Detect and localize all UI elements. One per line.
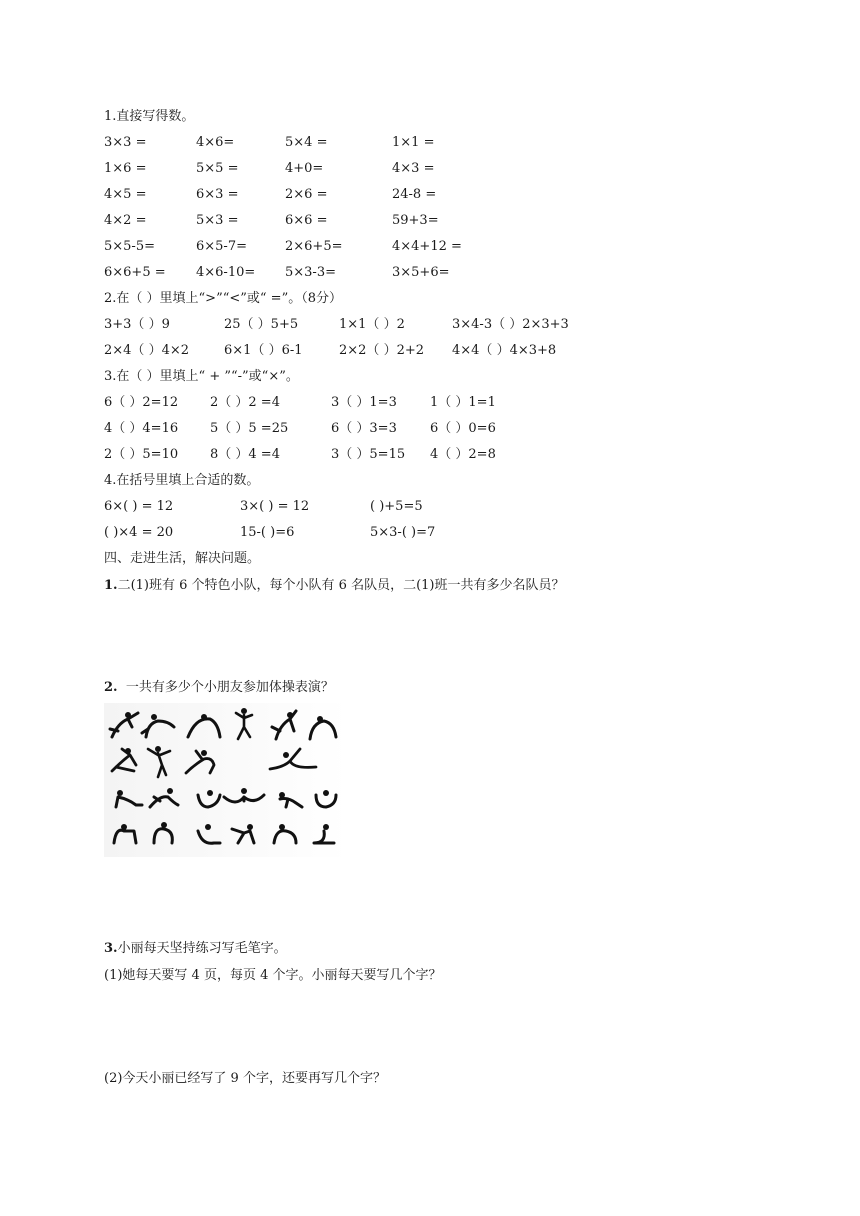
- fill-in-problem: ( )+5=5: [370, 499, 423, 514]
- fill-in-problem: 15-( )=6: [240, 525, 295, 540]
- fill-in-problem: 5×3-( )=7: [370, 525, 436, 540]
- operator-problem: 2（ ）5=10: [104, 447, 179, 462]
- operator-problem: 5（ ）5 =25: [210, 421, 289, 436]
- fill-in-problem: 6×( ) = 12: [104, 499, 174, 514]
- arithmetic-problem: 59+3=: [392, 213, 439, 228]
- operator-problem: 6（ ）3=3: [331, 421, 397, 436]
- arithmetic-problem: 1×6 =: [104, 161, 147, 176]
- comparison-problem: 3×4-3（ ）2×3+3: [452, 317, 569, 332]
- operator-problem: 2（ ）2 =4: [210, 395, 280, 410]
- section4-title: 4.在括号里填上合适的数。: [104, 473, 260, 488]
- operator-problem: 1（ ）1=1: [430, 395, 496, 410]
- question-text: 小丽每天坚持练习写毛笔字。: [117, 941, 287, 956]
- arithmetic-problem: 5×5 =: [196, 161, 239, 176]
- arithmetic-problem: 4×6=: [196, 135, 235, 150]
- arithmetic-problem: 3×5+6=: [392, 265, 450, 280]
- question-number: 3.: [104, 941, 118, 956]
- arithmetic-problem: 1×1 =: [392, 135, 435, 150]
- arithmetic-problem: 4×5 =: [104, 187, 147, 202]
- arithmetic-problem: 6×3 =: [196, 187, 239, 202]
- comparison-problem: 2×4（ ）4×2: [104, 343, 190, 358]
- comparison-problem: 6×1（ ）6-1: [224, 343, 303, 358]
- word-problem-3-part-2: (2)今天小丽已经写了 9 个字，还要再写几个字？: [104, 1071, 386, 1086]
- comparison-problem: 1×1（ ）2: [339, 317, 405, 332]
- arithmetic-problem: 3×3 =: [104, 135, 147, 150]
- question-text: 一共有多少个小朋友参加体操表演？: [125, 680, 334, 695]
- comparison-problem: 2×2（ ）2+2: [339, 343, 425, 358]
- arithmetic-problem: 2×6+5=: [285, 239, 343, 254]
- operator-problem: 4（ ）2=8: [430, 447, 496, 462]
- operator-problem: 4（ ）4=16: [104, 421, 179, 436]
- operator-problem: 3（ ）5=15: [331, 447, 406, 462]
- question-number: 1.: [104, 578, 118, 593]
- section2-title: 2.在（ ）里填上“>”“<”或“ =”。（8分）: [104, 291, 342, 306]
- arithmetic-problem: 6×6 =: [285, 213, 328, 228]
- word-problem-3: [104, 940, 287, 958]
- word-problem-1: [104, 577, 564, 595]
- gymnast-silhouettes-image: [104, 703, 348, 857]
- question-number: 2.: [104, 680, 118, 695]
- word-problem-3-part-1: (1)她每天要写 4 页，每页 4 个字。小丽每天要写几个字？: [104, 968, 442, 983]
- arithmetic-problem: 4×4+12 =: [392, 239, 462, 254]
- arithmetic-problem: 6×6+5 =: [104, 265, 166, 280]
- word-problem-2: [104, 679, 334, 697]
- arithmetic-problem: 4×6-10=: [196, 265, 256, 280]
- section1-title: 1.直接写得数。: [104, 109, 195, 124]
- operator-problem: 6（ ）0=6: [430, 421, 496, 436]
- arithmetic-problem: 24-8 =: [392, 187, 437, 202]
- arithmetic-problem: 5×3 =: [196, 213, 239, 228]
- arithmetic-problem: 4×2 =: [104, 213, 147, 228]
- arithmetic-problem: 5×5-5=: [104, 239, 155, 254]
- comparison-problem: 3+3（ ）9: [104, 317, 170, 332]
- comparison-problem: 4×4（ ）4×3+8: [452, 343, 557, 358]
- arithmetic-problem: 4×3 =: [392, 161, 435, 176]
- fill-in-problem: 3×( ) = 12: [240, 499, 310, 514]
- arithmetic-problem: 5×4 =: [285, 135, 328, 150]
- operator-problem: 8（ ）4 =4: [210, 447, 280, 462]
- section3-title: 3.在（ ）里填上“ + ”“-”或“×”。: [104, 369, 299, 384]
- operator-problem: 3（ ）1=3: [331, 395, 397, 410]
- fill-in-problem: ( )×4 = 20: [104, 525, 174, 540]
- section5-title: 四、走进生活，解决问题。: [104, 551, 261, 566]
- arithmetic-problem: 6×5-7=: [196, 239, 247, 254]
- arithmetic-problem: 4+0=: [285, 161, 324, 176]
- gymnastics-illustration: [104, 703, 348, 857]
- question-text: 二(1)班有 6 个特色小队，每个小队有 6 名队员，二(1)班一共有多少名队员？: [117, 578, 565, 593]
- arithmetic-problem: 5×3-3=: [285, 265, 336, 280]
- arithmetic-problem: 2×6 =: [285, 187, 328, 202]
- operator-problem: 6（ ）2=12: [104, 395, 179, 410]
- comparison-problem: 25（ ）5+5: [224, 317, 299, 332]
